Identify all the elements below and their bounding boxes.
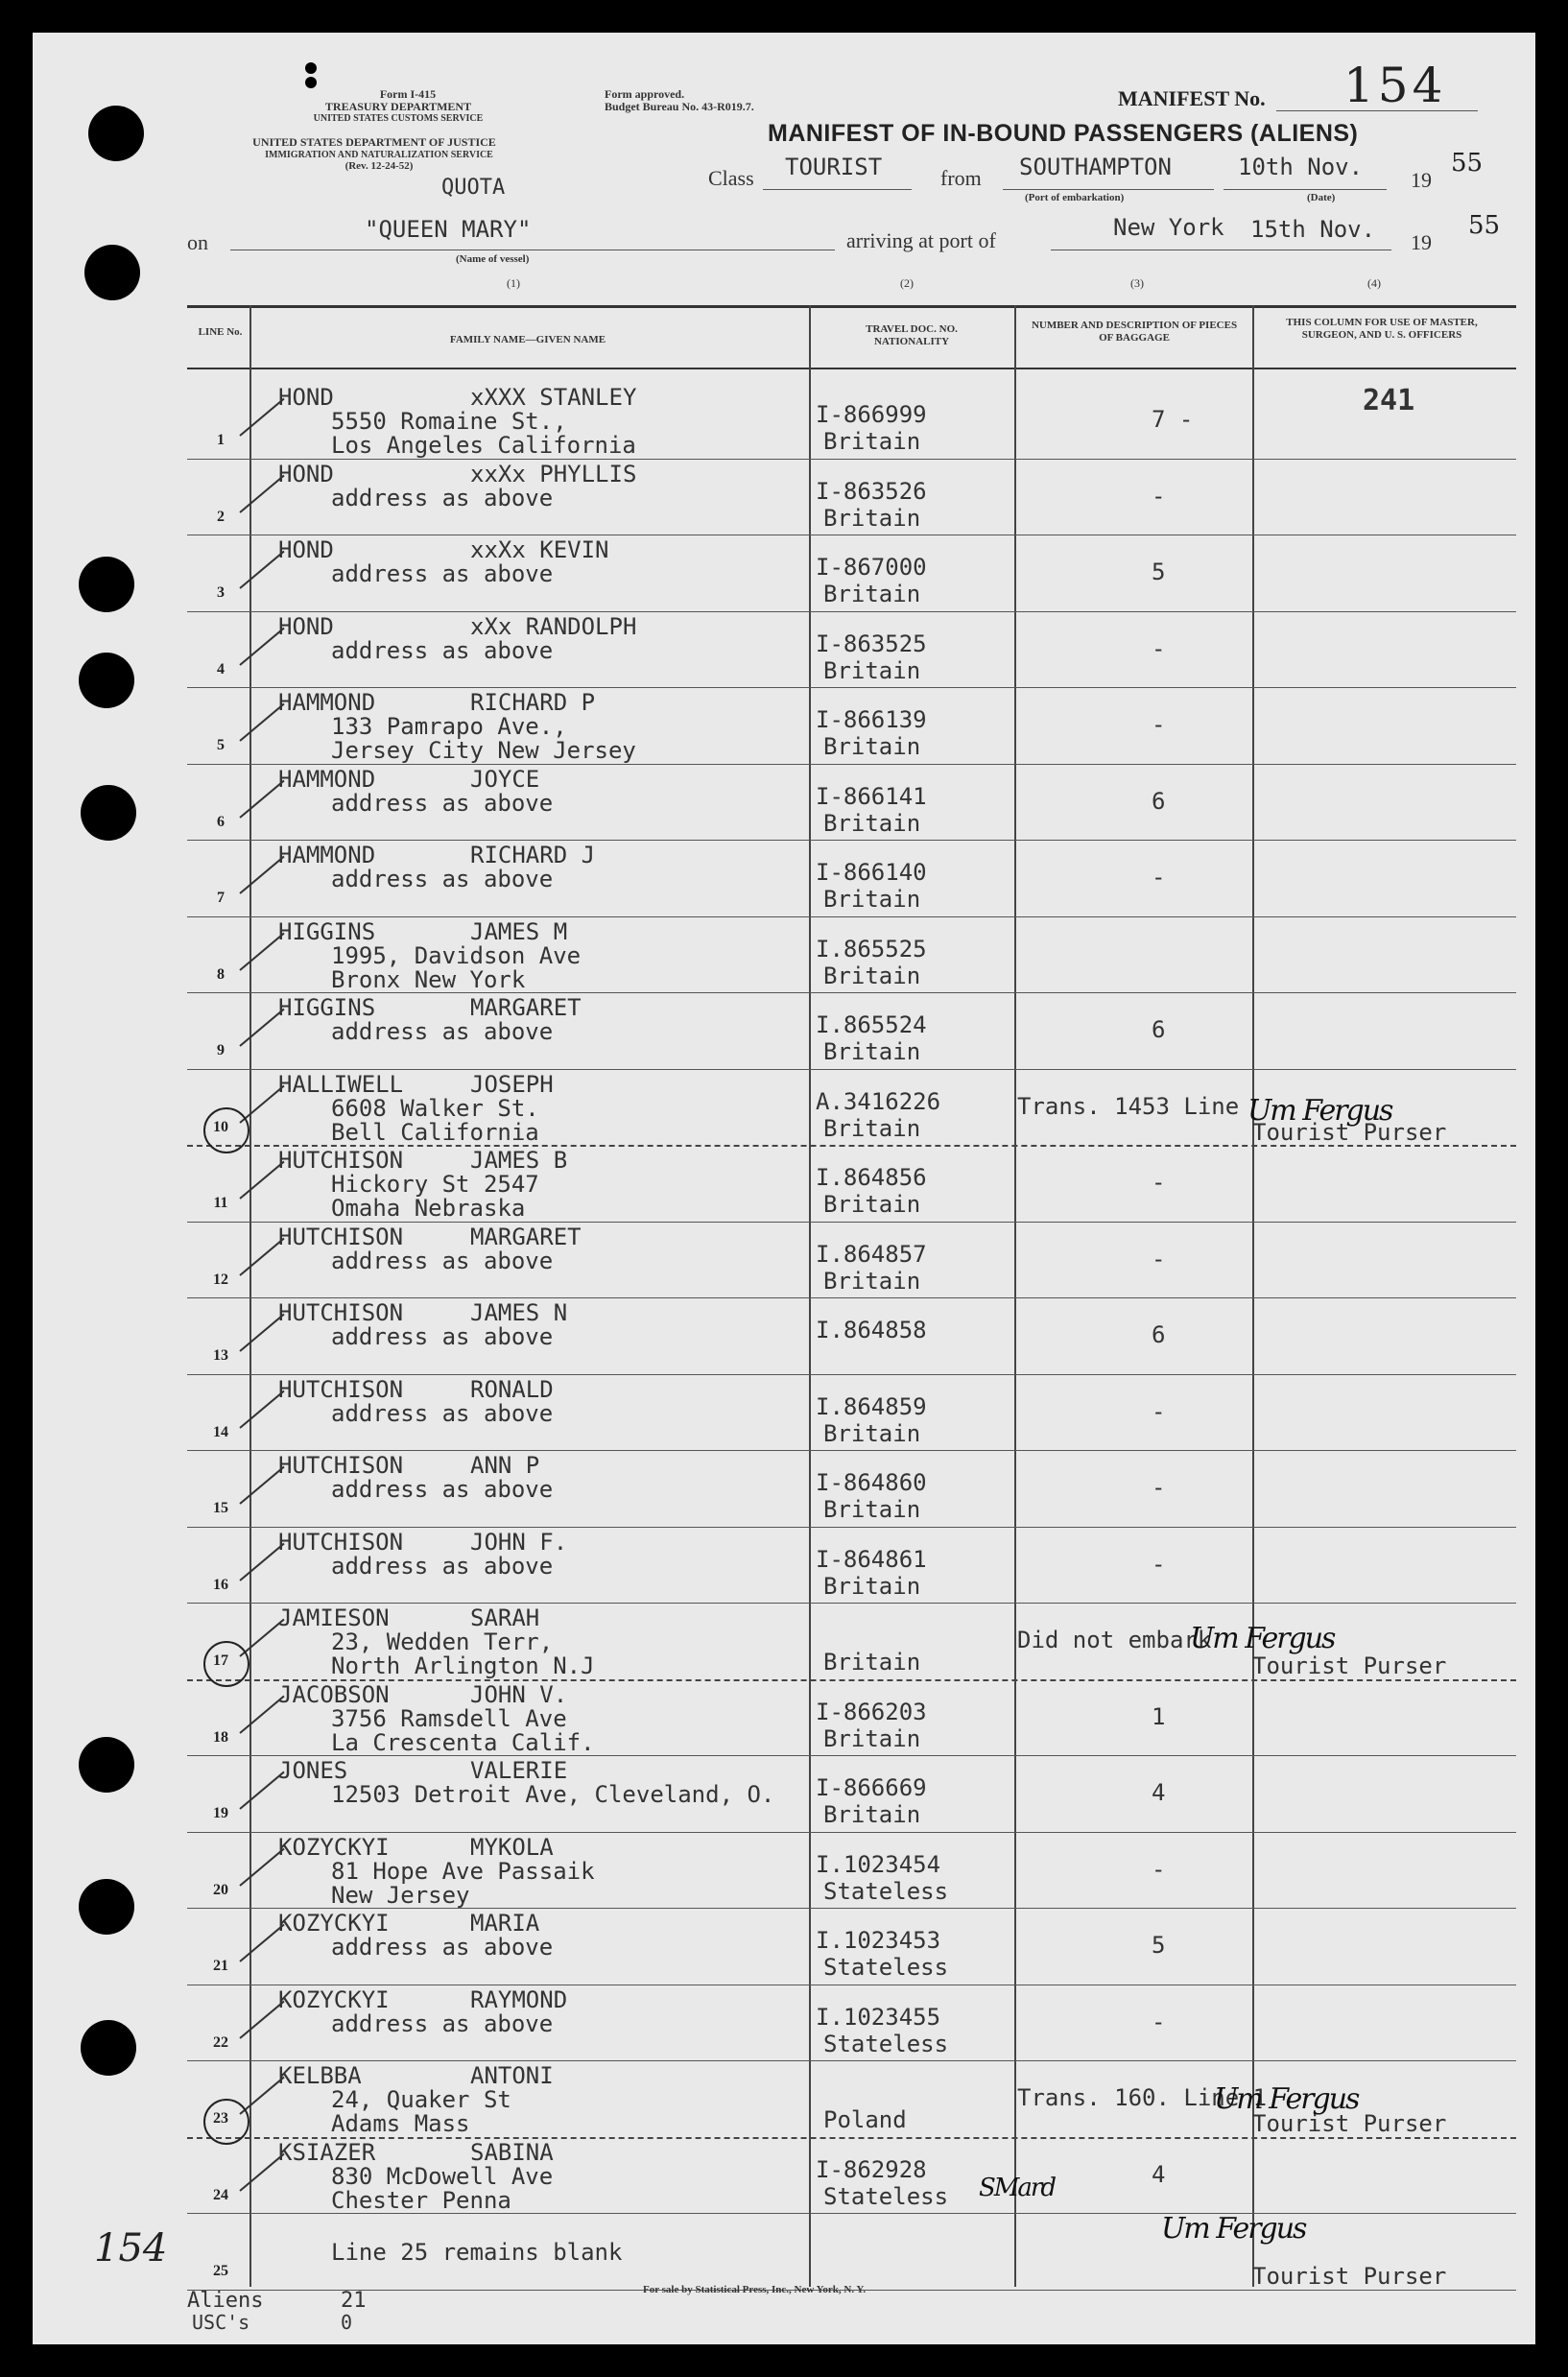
family-name: HAMMOND — [278, 689, 376, 716]
class-underline — [763, 189, 912, 190]
nationality: Britain — [823, 581, 921, 607]
class-value: TOURIST — [785, 154, 883, 180]
family-name: JAMIESON — [278, 1604, 390, 1631]
year-prefix-2: 19 — [1411, 230, 1432, 254]
address-line-1: address as above — [331, 1476, 554, 1503]
officer-note: Tourist Purser — [1252, 2263, 1447, 2290]
punch-hole — [88, 106, 144, 161]
travel-doc-number: I.864858 — [816, 1317, 927, 1343]
address-line-2: Adams Mass — [331, 2110, 470, 2137]
family-name: HUTCHISON — [278, 1528, 404, 1556]
family-name: HUTCHISON — [278, 1375, 404, 1403]
punch-hole — [84, 245, 140, 300]
line-number: 10 — [213, 1118, 228, 1135]
punch-hole — [79, 1879, 134, 1935]
family-name: HOND — [278, 612, 334, 640]
baggage: 6 — [1152, 1321, 1166, 1348]
nationality: Britain — [823, 809, 921, 837]
arriving-label: arriving at port of — [846, 228, 996, 252]
given-name: RICHARD J — [470, 842, 596, 868]
travel-doc-number: A.3416226 — [816, 1087, 941, 1115]
customs-service: UNITED STATES CUSTOMS SERVICE — [313, 113, 484, 124]
travel-doc-number: I.864857 — [816, 1240, 927, 1268]
baggage: 4 — [1152, 2160, 1166, 2188]
col-header-baggage: NUMBER AND DESCRIPTION OF PIECES OF BAGGAGE — [1031, 320, 1238, 344]
port-embarkation: SOUTHAMPTON — [1019, 154, 1172, 180]
given-name: SARAH — [470, 1604, 540, 1631]
baggage: - — [1152, 1397, 1166, 1425]
baggage: 5 — [1152, 559, 1166, 585]
nationality: Stateless — [823, 2030, 949, 2057]
address-line-1: address as above — [331, 1934, 554, 1961]
address-line-1: 6608 Walker St. — [331, 1094, 539, 1122]
family-name: KOZYCKYI — [278, 1985, 390, 2013]
address-line-2: New Jersey — [331, 1881, 470, 1909]
address-line-1: address as above — [331, 1399, 554, 1427]
line-number: 1 — [217, 432, 225, 448]
col-header-officers: THIS COLUMN FOR USE OF MASTER, SURGEON, AND U. S. OFFICERS — [1286, 317, 1478, 341]
form-number: Form I-415 — [379, 87, 437, 101]
arrival-date: 15th Nov. — [1250, 216, 1376, 243]
family-name: HUTCHISON — [278, 1223, 404, 1250]
line-number: 3 — [217, 584, 225, 601]
nationality: Britain — [823, 962, 921, 989]
nationality: Britain — [823, 1801, 921, 1828]
travel-doc-number: I-866139 — [816, 706, 927, 733]
travel-doc-number: I-863525 — [816, 630, 927, 657]
given-name: xXx RANDOLPH — [470, 612, 637, 640]
usc-count: 0 — [341, 2311, 353, 2334]
nationality: Poland — [823, 2106, 907, 2133]
given-name: xxXx KEVIN — [470, 536, 609, 563]
revision: (Rev. 12-24-52) — [344, 160, 414, 172]
address-line-1: address as above — [331, 866, 554, 892]
given-name: JAMES B — [470, 1147, 568, 1174]
purser-signature: Um Fergus — [1247, 1094, 1392, 1128]
nationality: Britain — [823, 886, 921, 913]
address-line-2: North Arlington N.J — [331, 1652, 595, 1679]
family-name: JACOBSON — [278, 1680, 390, 1708]
purser-signature: Um Fergus — [1161, 2212, 1306, 2246]
address-line-1: address as above — [331, 1323, 554, 1350]
baggage: 6 — [1152, 1016, 1166, 1043]
given-name: xxXx PHYLLIS — [470, 460, 637, 487]
given-name: JOSEPH — [470, 1070, 554, 1098]
address-line-1: 23, Wedden Terr, — [331, 1628, 554, 1655]
line-number: 20 — [213, 1881, 228, 1898]
nationality: Stateless — [823, 2182, 949, 2210]
aliens-count: 21 — [341, 2289, 367, 2313]
address-line-1: 830 McDowell Ave — [331, 2162, 554, 2190]
year-prefix: 19 — [1411, 168, 1432, 192]
ins-service: IMMIGRATION AND NATURALIZATION SERVICE — [265, 150, 493, 160]
address-line-2: Los Angeles California — [331, 432, 636, 459]
baggage: - — [1152, 1474, 1166, 1501]
nationality: Britain — [823, 1267, 921, 1295]
line-number: 17 — [213, 1652, 228, 1669]
family-name: HALLIWELL — [278, 1070, 404, 1098]
col-marker-2: (2) — [900, 276, 914, 290]
family-name: HIGGINS — [278, 917, 376, 945]
given-name: ANTONI — [470, 2062, 554, 2089]
family-name: HOND — [278, 384, 334, 411]
given-name: JOYCE — [470, 765, 540, 793]
travel-doc-number: I-866203 — [816, 1698, 927, 1725]
justice-dept: UNITED STATES DEPARTMENT OF JUSTICE — [252, 135, 496, 149]
given-name: RAYMOND — [470, 1985, 568, 2013]
officer-note: Tourist Purser — [1252, 1118, 1447, 1146]
given-name: JAMES M — [470, 917, 568, 945]
line-number: 7 — [217, 890, 225, 906]
date-underline — [1224, 189, 1387, 190]
given-name: SABINA — [470, 2138, 554, 2166]
nationality: Britain — [823, 656, 921, 684]
port-embark-caption: (Port of embarkation) — [1025, 192, 1125, 203]
address-line-1: Hickory St 2547 — [331, 1171, 539, 1198]
address-line-2: Bronx New York — [331, 965, 526, 993]
baggage: Trans. 1453 Line — [1017, 1092, 1240, 1120]
given-name: VALERIE — [470, 1757, 568, 1784]
address-line-1: 24, Quaker St — [331, 2086, 511, 2113]
nationality: Stateless — [823, 1954, 949, 1981]
address-line-1: 133 Pamrapo Ave., — [331, 713, 567, 740]
travel-doc-number: I.864859 — [816, 1392, 927, 1420]
given-name: ANN P — [470, 1452, 540, 1479]
line-number: 6 — [217, 813, 225, 830]
nationality: Britain — [823, 1419, 921, 1447]
aliens-label: Aliens — [187, 2289, 264, 2313]
address-line-1: address as above — [331, 2009, 554, 2037]
line-number: 25 — [213, 2263, 228, 2279]
address-line-1: 3756 Ramsdell Ave — [331, 1704, 567, 1732]
nationality: Britain — [823, 1038, 921, 1065]
punch-hole — [81, 785, 136, 841]
baggage: 5 — [1152, 1932, 1166, 1959]
address-line-1: address as above — [331, 1018, 554, 1045]
line-number: 4 — [217, 660, 225, 677]
baggage: Trans. 160. Line 1 — [1017, 2084, 1268, 2111]
vessel-name: "QUEEN MARY" — [365, 216, 532, 243]
address-line-2: Jersey City New Jersey — [331, 737, 636, 764]
address-line-1: address as above — [331, 560, 554, 587]
punch-hole — [81, 2020, 136, 2076]
printer-line: For sale by Statistical Press, Inc., New York, N. Y. — [643, 2284, 867, 2295]
given-name: MARGARET — [470, 994, 582, 1021]
travel-doc-number: I.1023455 — [816, 2003, 941, 2031]
given-name: MARIA — [470, 1910, 540, 1937]
given-name: RONALD — [470, 1375, 554, 1403]
travel-doc-number: I-863526 — [816, 477, 927, 505]
baggage: - — [1152, 1855, 1166, 1883]
address-line-2: Bell California — [331, 1118, 539, 1146]
given-name: JAMES N — [470, 1299, 568, 1326]
family-name: KELBBA — [278, 2062, 362, 2089]
col-header-name: FAMILY NAME—GIVEN NAME — [449, 334, 606, 345]
line-number: 12 — [213, 1271, 228, 1288]
nationality: Britain — [823, 733, 921, 760]
address-line-1: 5550 Romaine St., — [331, 408, 567, 435]
nationality: Britain — [823, 1191, 921, 1218]
nationality: Britain — [823, 1114, 921, 1142]
address-line-2: Omaha Nebraska — [331, 1195, 526, 1222]
family-name: HUTCHISON — [278, 1147, 404, 1174]
col-marker-4: (4) — [1367, 276, 1381, 290]
on-label: on — [187, 230, 208, 254]
nationality: Britain — [823, 1649, 921, 1676]
line-number: 16 — [213, 1576, 228, 1593]
line-number: 23 — [213, 2110, 228, 2127]
manifest-no-label: MANIFEST No. — [1118, 86, 1266, 110]
margin-note: 154 — [94, 2226, 168, 2270]
manifest-number: 154 — [1343, 58, 1447, 113]
budget-bureau: Budget Bureau No. 43-R019.7. — [605, 100, 754, 113]
vessel-caption: (Name of vessel) — [456, 253, 530, 265]
baggage: - — [1152, 1169, 1166, 1196]
address-line-1: 1995, Davidson Ave — [331, 941, 582, 969]
line-number: 5 — [217, 737, 225, 753]
line-number: 14 — [213, 1423, 228, 1440]
baggage: - — [1152, 482, 1166, 510]
manifest-title: MANIFEST OF IN-BOUND PASSENGERS (ALIENS) — [768, 120, 1359, 147]
family-name: JONES — [278, 1757, 348, 1784]
line-number: 21 — [213, 1958, 228, 1974]
officer-note: 241 — [1363, 384, 1415, 417]
address-line-1: 12503 Detroit Ave, Cleveland, O. — [331, 1781, 775, 1808]
address-line-2: Chester Penna — [331, 2186, 511, 2214]
nationality: Britain — [823, 504, 921, 532]
embark-date: 10th Nov. — [1238, 154, 1364, 180]
manifest-no-underline — [1276, 110, 1478, 111]
purser-signature: Um Fergus — [1214, 2082, 1359, 2116]
travel-doc-number: I-864861 — [816, 1545, 927, 1573]
family-name: HOND — [278, 460, 334, 487]
travel-doc-number: I.1023454 — [816, 1850, 941, 1878]
punch-hole — [79, 557, 134, 612]
given-name: MARGARET — [470, 1223, 582, 1250]
address-line-1: address as above — [331, 1552, 554, 1580]
baggage: 4 — [1152, 1779, 1166, 1806]
line-number: 11 — [213, 1195, 228, 1211]
officer-note: Tourist Purser — [1252, 1652, 1447, 1679]
baggage: - — [1152, 711, 1166, 738]
address-line-1: Line 25 remains blank — [331, 2239, 623, 2266]
officer-note: Tourist Purser — [1252, 2110, 1447, 2137]
punch-hole — [305, 77, 317, 88]
punch-hole — [79, 1737, 134, 1793]
baggage: - — [1152, 1245, 1166, 1272]
travel-doc-number: I-866141 — [816, 782, 927, 810]
baggage: - — [1152, 2008, 1166, 2035]
officer-initials: SMard — [979, 2174, 1056, 2202]
line-number: 24 — [213, 2186, 228, 2203]
travel-doc-number: I.865525 — [816, 935, 927, 963]
line-number: 15 — [213, 1500, 228, 1516]
date-caption: (Date) — [1307, 192, 1336, 203]
given-name: xXXX STANLEY — [470, 384, 637, 411]
col-marker-1: (1) — [507, 276, 520, 290]
line-number: 13 — [213, 1347, 228, 1364]
line-number: 18 — [213, 1728, 228, 1746]
baggage: 1 — [1152, 1702, 1166, 1730]
purser-signature: Um Fergus — [1190, 1622, 1335, 1655]
line-number: 22 — [213, 2033, 228, 2051]
address-line-1: address as above — [331, 636, 554, 664]
baggage: - — [1152, 634, 1166, 662]
family-name: HUTCHISON — [278, 1299, 404, 1326]
from-label: from — [940, 166, 982, 190]
address-line-1: address as above — [331, 1247, 554, 1274]
arrival-year: 55 — [1468, 211, 1501, 240]
travel-doc-number: I.1023453 — [816, 1927, 941, 1954]
punch-hole — [79, 653, 134, 708]
embark-year: 55 — [1451, 149, 1484, 178]
arrival-port: New York — [1113, 214, 1224, 241]
travel-doc-number: I-864860 — [816, 1469, 927, 1496]
address-line-2: La Crescenta Calif. — [331, 1728, 595, 1756]
baggage: Did not embark — [1017, 1627, 1212, 1653]
line-number: 9 — [217, 1042, 225, 1058]
address-line-1: address as above — [331, 789, 554, 817]
nationality: Britain — [823, 428, 921, 455]
family-name: KSIAZER — [278, 2138, 376, 2166]
travel-doc-number: I.865524 — [816, 1011, 927, 1038]
treasury-dept: TREASURY DEPARTMENT — [324, 100, 472, 113]
address-line-1: address as above — [331, 484, 554, 511]
baggage: - — [1152, 1550, 1166, 1578]
family-name: HIGGINS — [278, 994, 376, 1021]
col-header-travel: TRAVEL DOC. NO. NATIONALITY — [866, 323, 958, 347]
address-line-1: 81 Hope Ave Passaik — [331, 1857, 595, 1885]
given-name: JOHN F. — [470, 1528, 568, 1556]
travel-doc-number: I-866669 — [816, 1774, 927, 1801]
line-number: 2 — [217, 508, 225, 525]
family-name: HAMMOND — [278, 842, 376, 868]
travel-doc-number: I-867000 — [816, 554, 927, 581]
punch-hole — [305, 62, 317, 74]
travel-doc-number: I.864856 — [816, 1164, 927, 1191]
line-number: 19 — [213, 1805, 228, 1821]
travel-doc-number: I-862928 — [816, 2155, 927, 2183]
family-name: HUTCHISON — [278, 1452, 404, 1479]
nationality: Britain — [823, 1572, 921, 1600]
port-underline — [1003, 189, 1214, 190]
given-name: JOHN V. — [470, 1680, 568, 1708]
given-name: MYKOLA — [470, 1833, 554, 1861]
family-name: KOZYCKYI — [278, 1833, 390, 1861]
family-name: HOND — [278, 536, 334, 563]
line-number: 8 — [217, 965, 225, 983]
family-name: HAMMOND — [278, 765, 376, 793]
baggage: 6 — [1152, 787, 1166, 815]
given-name: RICHARD P — [470, 689, 596, 716]
nationality: Britain — [823, 1724, 921, 1752]
travel-doc-number: I-866999 — [816, 401, 927, 428]
family-name: KOZYCKYI — [278, 1910, 390, 1937]
baggage: - — [1152, 864, 1166, 891]
header-bottom-border — [187, 368, 1516, 369]
table-top-border — [187, 305, 1516, 308]
nationality: Britain — [823, 1496, 921, 1523]
nationality: Stateless — [823, 1877, 949, 1905]
usc-label: USC's — [192, 2311, 250, 2334]
travel-doc-number: I-866140 — [816, 859, 927, 886]
form-approved: Form approved. — [605, 87, 685, 101]
quota-label: QUOTA — [441, 176, 506, 200]
baggage: 7 - — [1152, 406, 1194, 433]
col-marker-3: (3) — [1130, 276, 1144, 290]
col-header-line: LINE No. — [198, 326, 243, 338]
class-label: Class — [708, 166, 754, 190]
